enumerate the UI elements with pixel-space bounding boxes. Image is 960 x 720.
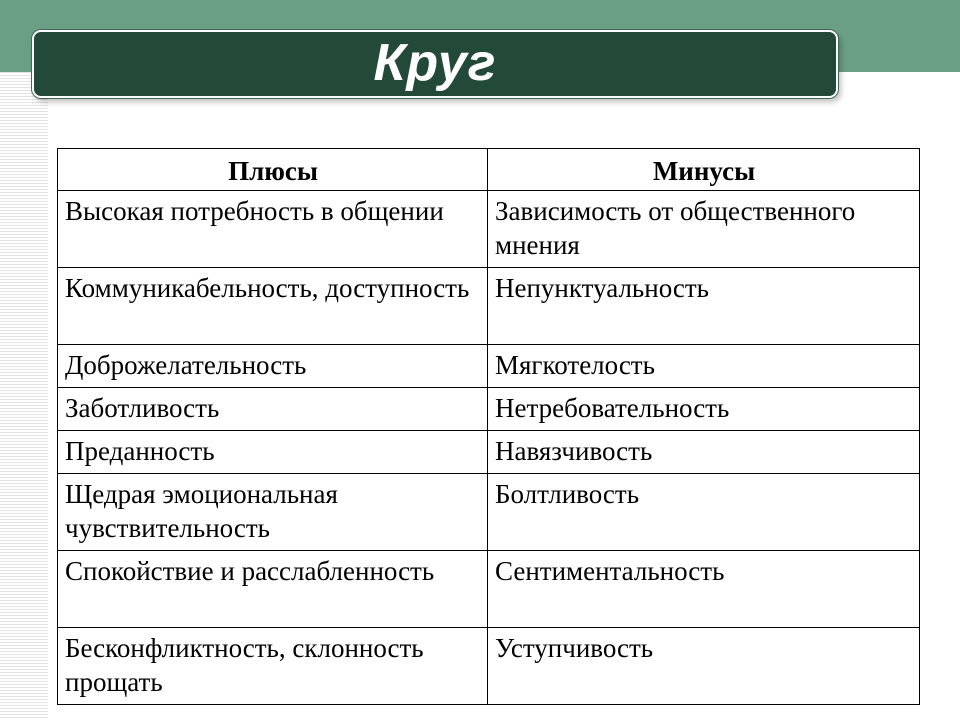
pros-cell: Заботливость (58, 388, 488, 431)
pros-cell: Доброжелательность (58, 345, 488, 388)
title-bar (32, 30, 838, 98)
header-cons: Минусы (488, 149, 920, 191)
table-row (58, 268, 920, 345)
pros-cell: Высокая потребность в общении (58, 191, 488, 268)
table-row (58, 551, 920, 628)
cons-cell: Нетребовательность (488, 388, 920, 431)
slide-title: Круг (373, 34, 497, 92)
left-decorative-stripes (0, 72, 48, 720)
table-row (58, 431, 920, 474)
table-row (58, 345, 920, 388)
comparison-table-container (57, 148, 920, 705)
table-row (58, 388, 920, 431)
table-row (58, 474, 920, 551)
cons-cell: Мягкотелость (488, 345, 920, 388)
cons-cell: Сентиментальность (488, 551, 920, 628)
pros-cell: Спокойствие и расслабленность (58, 551, 488, 628)
cons-cell: Зависимость от общественного мнения (488, 191, 920, 268)
table-row (58, 628, 920, 705)
cons-cell: Болтливость (488, 474, 920, 551)
pros-cons-table (57, 148, 920, 705)
table-row (58, 191, 920, 268)
pros-cell: Преданность (58, 431, 488, 474)
pros-cell: Бесконфликтность, склонность прощать (58, 628, 488, 705)
cons-cell: Навязчивость (488, 431, 920, 474)
pros-cell: Коммуникабельность, доступность (58, 268, 488, 345)
cons-cell: Уступчивость (488, 628, 920, 705)
pros-cell: Щедрая эмоциональная чувствительность (58, 474, 488, 551)
header-pros: Плюсы (58, 149, 488, 191)
cons-cell: Непунктуальность (488, 268, 920, 345)
table-header-row (58, 149, 920, 191)
